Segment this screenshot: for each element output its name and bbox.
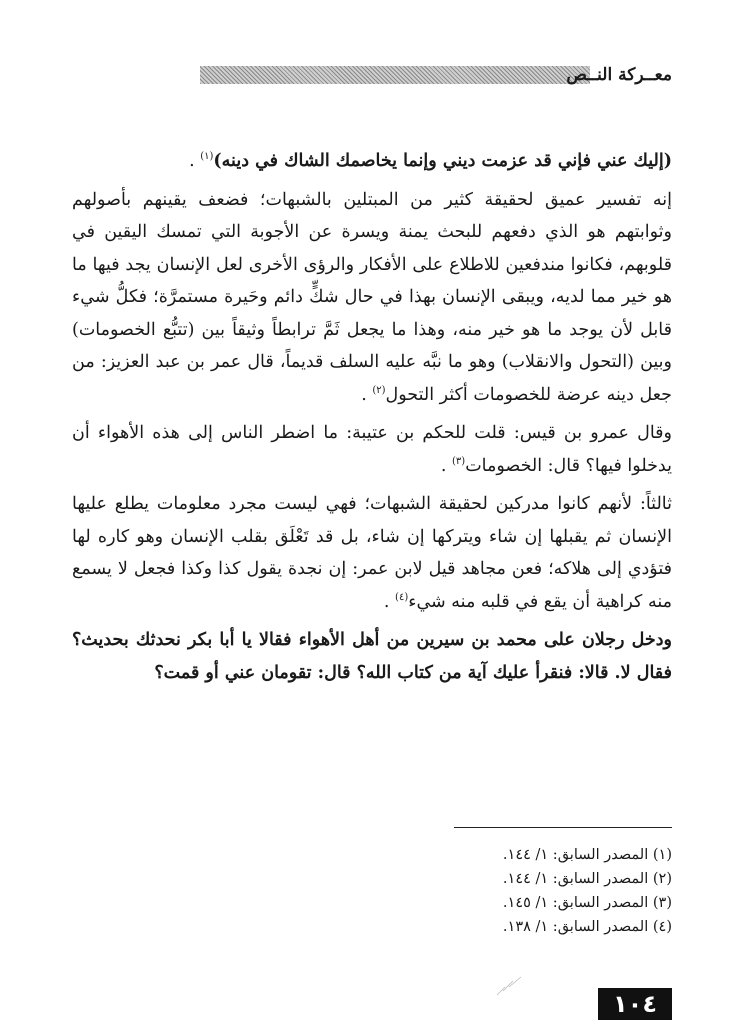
footnote: (١) المصدر السابق: ١/ ١٤٤. [502, 847, 672, 863]
paragraph [72, 184, 672, 412]
paragraph-text: إنه تفسير عميق لحقيقة كثير من المبتلين بالشبهات؛ فضعف يقينهم بأصولهم وثوابتهم هو الذي دفعهم للبحث يمنة ويسرة عن الأجوبة التي تمسك اليقين في قلوبهم، فكانوا مندفعين للاطلاع على الأفكار والرؤى الأخرى لعل الإنسان يجد فيها ما هو خير مما لديه، ويبقى الإنسان بهذا في حال شكٍّ دائم وحَيرة مستمرَّة؛ فكلُّ شيء قابل لأن يوجد ما هو خير منه، وهذا ما يجعل ثَمَّ ترابطاً وثيقاً بين (تتبُّع الخصومات) وبين (التحول والانقلاب) وهو ما نبَّه عليه السلف قديماً، قال عمر بن عبد العزيز: من جعل دينه عرضة للخصومات أكثر التحول [72, 189, 672, 405]
paragraph-end: . [383, 591, 396, 612]
body-text [72, 145, 672, 695]
paragraph-text: وقال عمرو بن قيس: قلت للحكم بن عتيبة: ما اضطر الناس إلى هذه الأهواء أن يدخلوا فيها؟ قال: الخصومات [72, 423, 672, 476]
footnote-marker: (١) [200, 151, 214, 163]
paragraph-text: ثالثاً: لأنهم كانوا مدركين لحقيقة الشبهات؛ فهي ليست مجرد معلومات يطلع عليها الإنسان ثم يقبلها إن شاء ويتركها إن شاء، بل قد تَعْلَق بقلب الإنسان وهو كاره لها فتؤدي إلى هلاكه؛ فعن مجاهد قيل لابن عمر: إن نجدة يقول كذا وكذا فجعل لا يسمع منه كراهية أن يقع في قلبه منه شيء [72, 494, 672, 612]
footnote-separator [454, 827, 672, 828]
chapter-title: معــركة النــص [566, 65, 672, 85]
paragraph-end: . [189, 151, 201, 171]
paragraph-end: . [440, 455, 453, 476]
footnote: (٢) المصدر السابق: ١/ ١٤٤. [502, 871, 672, 887]
header-decorative-band [200, 66, 590, 84]
footnote: (٤) المصدر السابق: ١/ ١٣٨. [502, 919, 672, 935]
paragraph-bold [72, 624, 672, 689]
paragraph-text: (إليك عني فإني قد عزمت ديني وإنما يخاصمك الشاك في دينه) [213, 151, 672, 171]
footnote: (٣) المصدر السابق: ١/ ١٤٥. [502, 895, 672, 911]
paragraph-end: . [361, 384, 373, 405]
footnote-marker: (٤) [395, 591, 409, 603]
footnote-marker: (٣) [452, 455, 466, 467]
paragraph [72, 488, 672, 618]
pencil-mark [495, 975, 523, 997]
page-number: ١٠٤ [598, 988, 672, 1020]
paragraph-quote [72, 145, 672, 178]
footnote-marker: (٢) [372, 384, 386, 396]
footnotes [300, 843, 672, 939]
paragraph [72, 417, 672, 482]
running-header [200, 64, 672, 86]
paragraph-text: ودخل رجلان على محمد بن سيرين من أهل الأهواء فقالا يا أبا بكر نحدثك بحديث؟ فقال لا. قالا: فنقرأ عليك آية من كتاب الله؟ قال: تقومان عني أو قمت؟ [72, 630, 672, 683]
